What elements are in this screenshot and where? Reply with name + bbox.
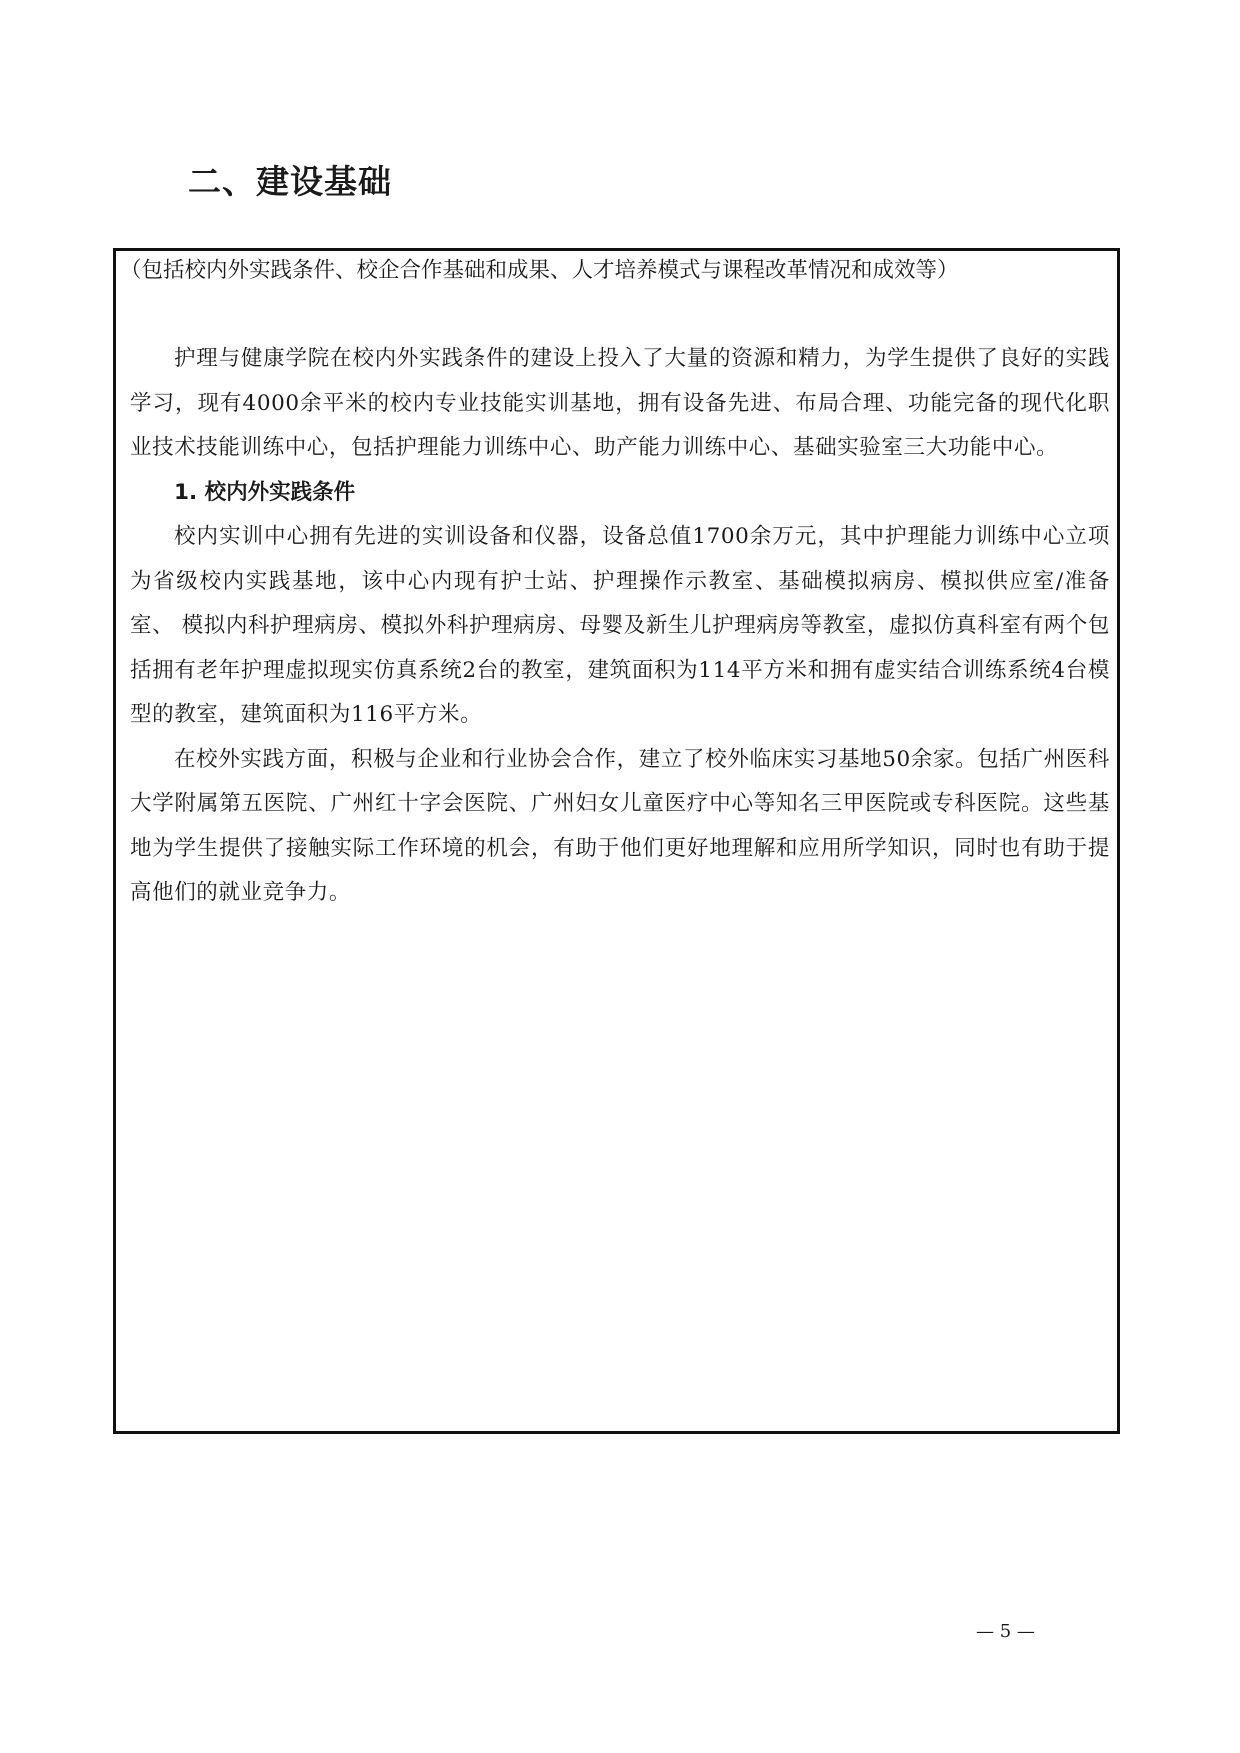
subsection-heading: 1. 校内外实践条件 (174, 479, 356, 505)
oncampus-paragraph: 校内实训中心拥有先进的实训设备和仪器，设备总值1700余万元，其中护理能力训练中心立项为省级校内实践基地，该中心内现有护士站、护理操作示教室、基础模拟病房、模拟供应室/准备室、 模拟内科护理病房、模拟外科护理病房、母婴及新生儿护理病房等教室，虚拟仿真科室有两个包括拥有老年护理虚拟现实仿真系统2台的教室，建筑面积为114平方米和拥有虚实结合训练系统4台模型的教室，建筑面积为116平方米。 (130, 524, 1110, 727)
intro-paragraph: 护理与健康学院在校内外实践条件的建设上投入了大量的资源和精力，为学生提供了良好的实践学习，现有4000余平米的校内专业技能实训基地，拥有设备先进、布局合理、功能完备的现代化职业技术技能训练中心，包括护理能力训练中心、助产能力训练中心、基础实验室三大功能中心。 (130, 346, 1110, 460)
section-title: 二、建设基础 (188, 162, 392, 201)
page-number: — 5 — (976, 1621, 1035, 1642)
scope-note: （包括校内外实践条件、校企合作基础和成果、人才培养模式与课程改革情况和成效等） (120, 258, 959, 283)
content-box (113, 248, 1120, 1434)
body-text (130, 337, 1110, 916)
offcampus-paragraph: 在校外实践方面，积极与企业和行业协会合作，建立了校外临床实习基地50余家。包括广州医科大学附属第五医院、广州红十字会医院、广州妇女儿童医疗中心等知名三甲医院或专科医院。这些基地为学生提供了接触实际工作环境的机会，有助于他们更好地理解和应用所学知识，同时也有助于提高他们的就业竞争力。 (130, 746, 1110, 905)
